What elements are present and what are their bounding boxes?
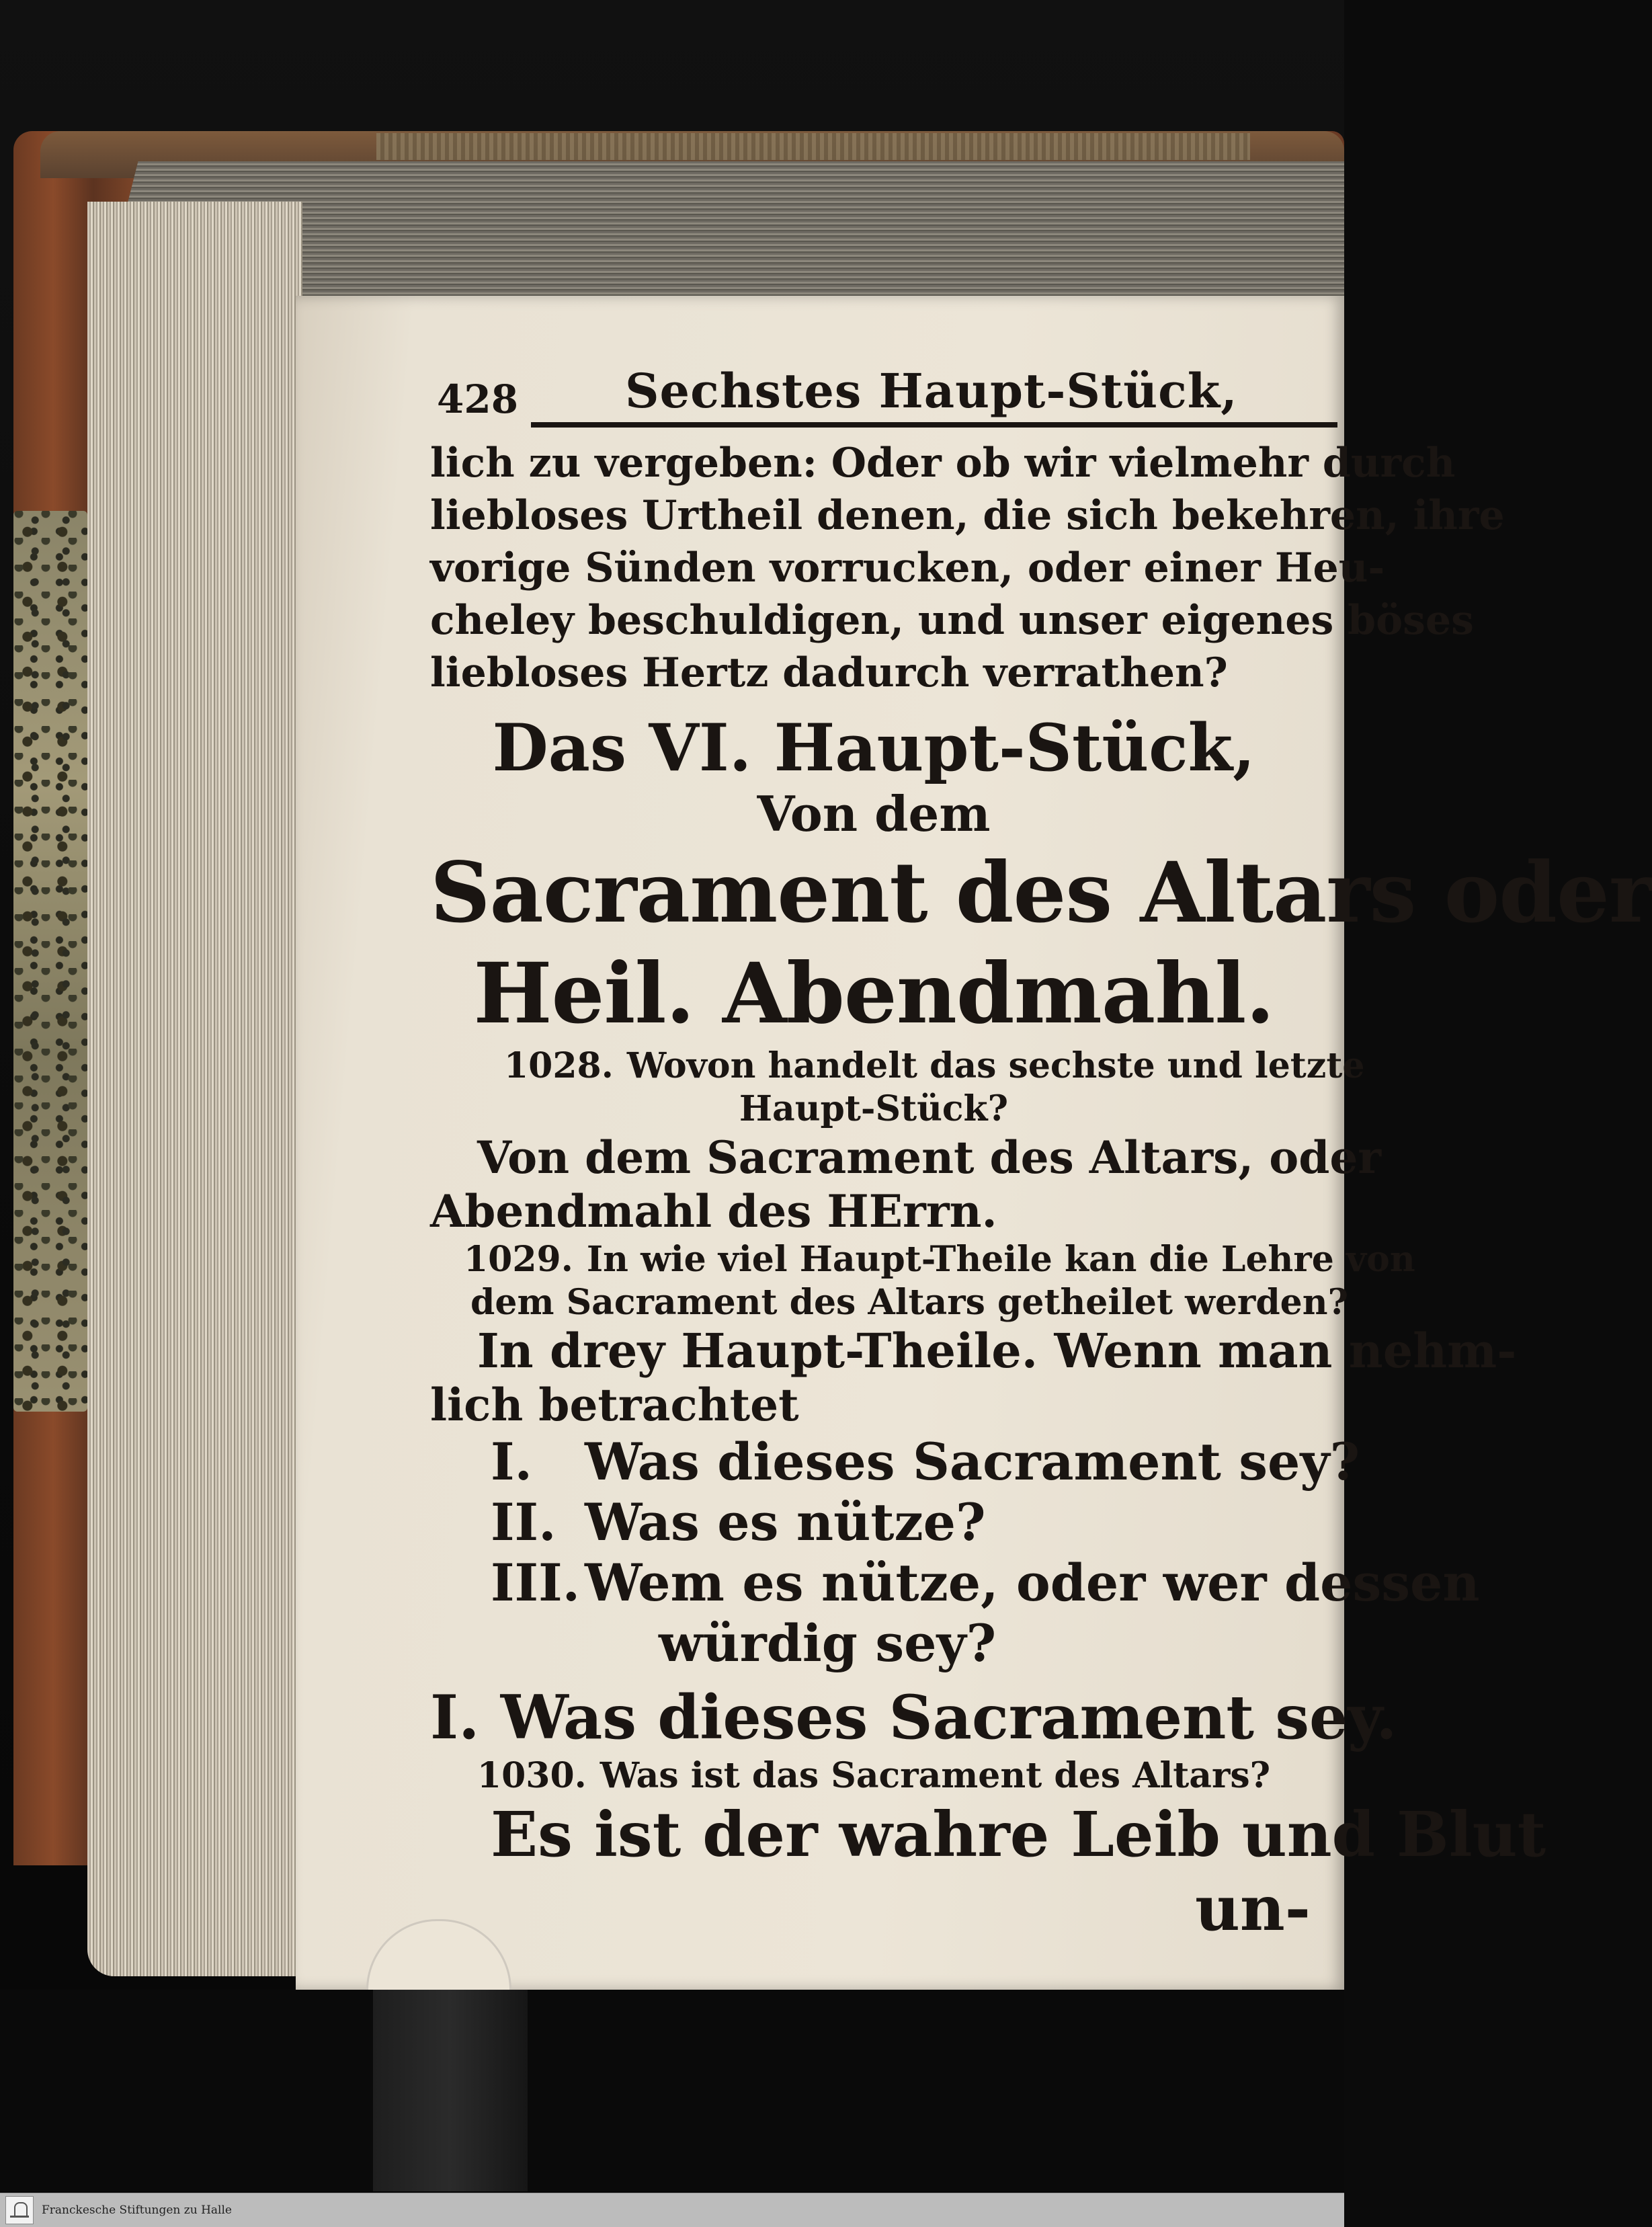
text-line: liebloses Hertz dadurch verrathen? [430,649,1228,696]
section-heading: I. Was dieses Sacrament sey. [430,1682,1397,1753]
answer-line: Von dem Sacrament des Altars, oder [477,1131,1382,1184]
chapter-heading-line-2: Heil. Abendmahl. [473,945,1274,1043]
marbled-cover-panel [13,511,87,1412]
answer-line: lich betrachtet [430,1379,799,1431]
question-text: Was ist das Sacrament des Altars? [600,1755,1271,1796]
answer-line: Abendmahl des HErrn. [430,1185,997,1238]
list-text: Wem es nütze, oder wer dessen [585,1553,1480,1613]
chapter-subtitle: Von dem [757,785,991,842]
question-text-cont: dem Sacrament des Altars getheilet werden? [470,1282,1349,1323]
book-headband [376,133,1250,160]
question-text: Wovon handelt das sechste und letzte [626,1045,1365,1086]
page-stack-edge [87,202,302,1976]
footer-bar [0,2193,1344,2227]
question-1028 [430,1045,1382,1238]
page-text-block [430,350,1652,1945]
list-text: Was es nütze? [585,1492,986,1552]
list-item [430,1432,1360,1492]
answer-line: In drey Haupt-Theile. Wenn man nehm- [477,1323,1517,1379]
question-number: 1028. [504,1045,614,1086]
text-line: vorige Sünden vorrucken, oder einer Heu- [430,544,1385,592]
text-line: cheley beschuldigen, und unser eigenes böses [430,597,1474,644]
question-text: In wie viel Haupt-Theile kan die Lehre von [586,1239,1415,1280]
footer-institution: Franckesche Stiftungen zu Halle [42,2203,232,2217]
photo-bottom-shadow [0,1990,1344,2191]
chapter-title: Das VI. Haupt-Stück, [492,710,1255,786]
running-head-rule [531,422,1337,428]
chapter-heading-line-1: Sacrament des Altars oder [430,844,1652,942]
opening-paragraph [430,437,1505,699]
list-item [430,1553,1480,1613]
page-number: 428 [437,376,519,422]
list-numeral: I. [491,1432,533,1492]
question-number: 1030. [477,1755,587,1796]
running-head-title: Sechstes Haupt-Stück, [625,363,1238,419]
question-number: 1029. [464,1239,573,1280]
question-text-cont: Haupt-Stück? [739,1088,1009,1129]
list-item [430,1492,1317,1553]
list-item-cont: würdig sey? [659,1613,997,1673]
text-line: lich zu vergeben: Oder ob wir vielmehr durch [430,440,1456,487]
list-numeral: II. [491,1492,556,1552]
page-holder [373,1990,528,2191]
question-1030 [430,1754,1546,1871]
list-text: Was dieses Sacrament sey? [585,1432,1360,1492]
numbered-list [430,1432,1480,1674]
list-numeral: III. [491,1553,581,1613]
catchword: un- [1195,1872,1311,1945]
running-head [430,350,1317,423]
question-1029 [430,1238,1517,1432]
text-line: liebloses Urtheil denen, die sich bekehren, ihre [430,492,1505,539]
institution-logo-icon [5,2196,34,2224]
answer-line: Es ist der wahre Leib und Blut [491,1798,1546,1871]
